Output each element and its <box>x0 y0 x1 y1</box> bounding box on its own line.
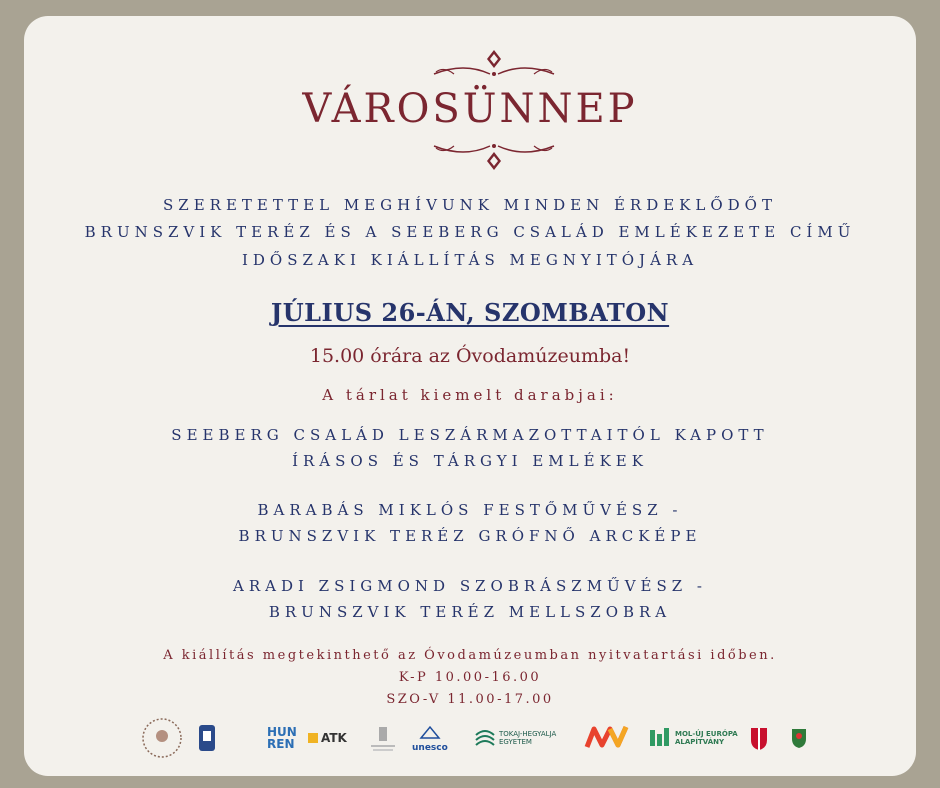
town-logo <box>789 716 809 760</box>
hunren-logo: HUN REN <box>267 725 297 751</box>
invitation-card <box>24 16 916 776</box>
festival-logo <box>584 716 630 760</box>
seal-logo <box>140 716 184 760</box>
hours-weekday: K-P 10.00-16.00 <box>398 670 542 685</box>
top-ornament <box>424 44 564 84</box>
coat-of-arms-logo <box>748 716 770 760</box>
tokaj-logo: TOKAJ-HEGYALJA EGYETEM <box>474 716 556 760</box>
sponsor-logos <box>24 716 916 766</box>
event-time: 15.00 órára az Óvodamúzeumba! <box>309 345 631 367</box>
highlight-line: SEEBERG CSALÁD LESZÁRMAZOTTAITÓL KAPOTT <box>171 426 769 444</box>
unesco-logo: unesco <box>412 716 448 760</box>
event-date: JÚLIUS 26-ÁN, SZOMBATON <box>270 298 670 327</box>
crest-logo <box>198 716 222 760</box>
highlights-label: A tárlat kiemelt darabjai: <box>322 386 618 404</box>
invitation-line: IDŐSZAKI KIÁLLÍTÁS MEGNYITÓJÁRA <box>241 251 699 269</box>
highlight-line: BRUNSZVIK TERÉZ GRÓFNŐ ARCKÉPE <box>238 527 702 545</box>
highlight-line: ARADI ZSIGMOND SZOBRÁSZMŰVÉSZ - <box>232 577 708 595</box>
highlight-line: ÍRÁSOS ÉS TÁRGYI EMLÉKEK <box>292 452 648 470</box>
mol-logo: MOL-ÚJ EURÓPA ALAPÍTVÁNY <box>648 716 738 760</box>
visit-info: A kiállítás megtekinthető az Óvodamúzeumban nyitvatartási időben. <box>163 648 777 663</box>
atk-logo: ATK <box>308 716 347 760</box>
invitation-line: SZERETETTEL MEGHÍVUNK MINDEN ÉRDEKLŐDŐT <box>163 196 777 214</box>
ministry-logo <box>369 716 397 760</box>
page-title: VÁROSÜNNEP <box>302 86 638 132</box>
highlight-line: BRUNSZVIK TERÉZ MELLSZOBRA <box>268 603 672 621</box>
invitation-line: BRUNSZVIK TERÉZ ÉS A SEEBERG CSALÁD EMLÉKEZETE CÍMŰ <box>84 223 856 241</box>
hours-weekend: SZO-V 11.00-17.00 <box>386 692 554 707</box>
bottom-ornament <box>424 136 564 176</box>
highlight-line: BARABÁS MIKLÓS FESTŐMŰVÉSZ - <box>257 501 683 519</box>
